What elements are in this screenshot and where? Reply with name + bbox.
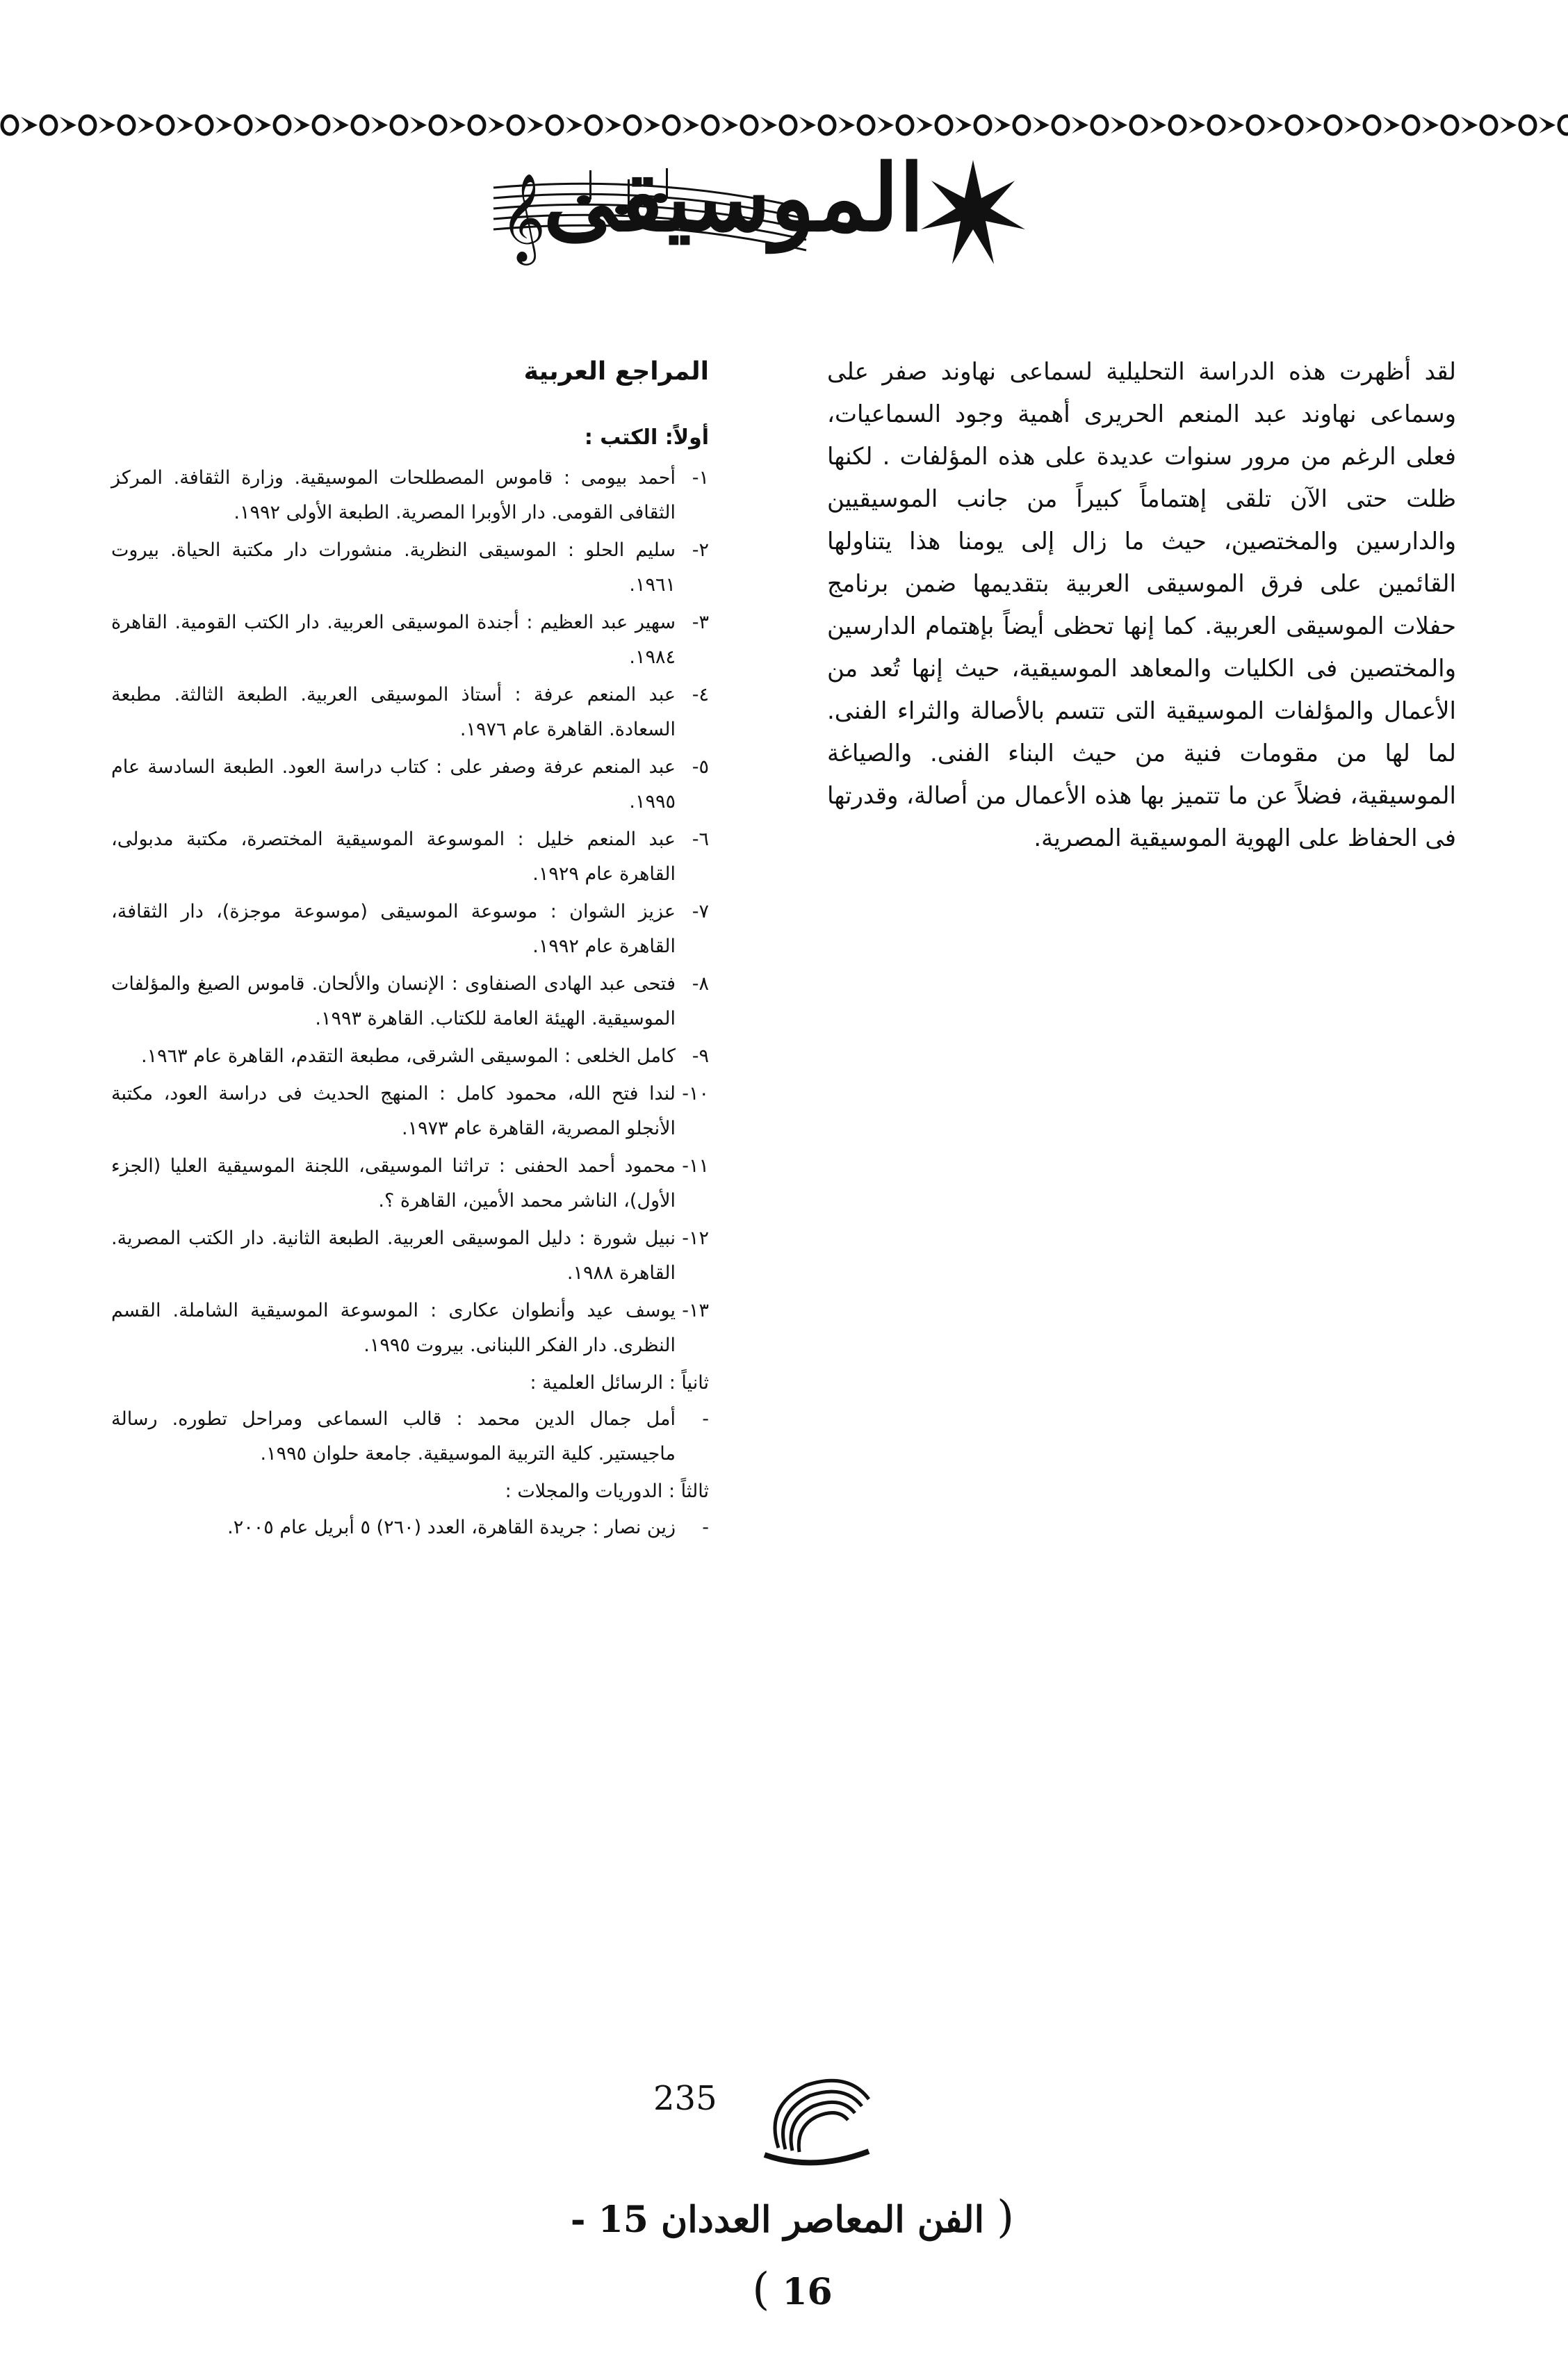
- reference-item: [111, 1402, 709, 1472]
- reference-number: ٦-: [692, 829, 709, 850]
- references-column: [111, 351, 709, 1548]
- reference-text: محمود أحمد الحفنى : تراثنا الموسيقى، اللجنة الموسيقية العليا (الجزء الأول)، الناشر محمد الأمين، القاهرة ؟.: [111, 1155, 676, 1212]
- bracket-right: (: [997, 2192, 1015, 2243]
- reference-number: ٨-: [692, 973, 709, 995]
- bracket-left: ): [752, 2264, 770, 2315]
- reference-item: [111, 1510, 709, 1545]
- section-title-block: [445, 132, 1029, 278]
- reference-text: كامل الخلعى : الموسيقى الشرقى، مطبعة التقدم، القاهرة عام ١٩٦٣.: [141, 1045, 676, 1067]
- reference-item: [111, 1039, 709, 1074]
- reference-item: [111, 895, 709, 964]
- page-number: 235: [653, 2079, 717, 2118]
- reference-item: [111, 1294, 709, 1363]
- reference-text: سهير عبد العظيم : أجندة الموسيقى العربية. دار الكتب القومية. القاهرة ١٩٨٤.: [111, 612, 676, 668]
- theses-list: [111, 1402, 709, 1472]
- reference-number: ١٣-: [682, 1300, 709, 1321]
- svg-text:𝄞: 𝄞: [500, 172, 546, 261]
- reference-number: -: [702, 1408, 709, 1430]
- reference-number: ٢-: [692, 539, 709, 561]
- issue-number: العددان 15 - 16: [570, 2199, 833, 2313]
- books-heading: أولاً: الكتب :: [584, 425, 709, 450]
- section-title: الموسيقى: [543, 145, 924, 252]
- reference-number: ٤-: [692, 684, 709, 706]
- reference-item: [111, 678, 709, 747]
- starburst-icon: [921, 160, 1025, 264]
- reference-text: أمل جمال الدين محمد : قالب السماعى ومراحل تطوره. رسالة ماجيستير. كلية التربية الموسيقية. جامعة حلوان ١٩٩٥.: [111, 1408, 676, 1465]
- reference-text: زين نصار : جريدة القاهرة، العدد (٢٦٠) ٥ أبريل عام ٢٠٠٥.: [227, 1517, 676, 1538]
- reference-number: ٩-: [692, 1045, 709, 1067]
- reference-item: [111, 605, 709, 675]
- reference-item: [111, 461, 709, 530]
- reference-number: ٣-: [692, 612, 709, 633]
- reference-text: عبد المنعم عرفة : أستاذ الموسيقى العربية. الطبعة الثالثة. مطبعة السعادة. القاهرة عام ١٩٧٦.: [111, 684, 676, 740]
- reference-text: لندا فتح الله، محمود كامل : المنهج الحديث فى دراسة العود، مكتبة الأنجلو المصرية، القاهرة عام ١٩٧٣.: [111, 1083, 676, 1139]
- theses-heading: ثانياً : الرسائل العلمية :: [530, 1372, 709, 1394]
- references-title: المراجع العربية: [523, 357, 709, 386]
- issue-line: [556, 2183, 1029, 2315]
- reference-text: فتحى عبد الهادى الصنفاوى : الإنسان والألحان. قاموس الصيغ والمؤلفات الموسيقية. الهيئة العامة للكتاب. القاهرة ١٩٩٣.: [111, 973, 676, 1029]
- reference-number: ١٢-: [682, 1228, 709, 1249]
- reference-item: [111, 822, 709, 892]
- periodicals-list: [111, 1510, 709, 1545]
- reference-number: ١-: [692, 467, 709, 489]
- reference-text: سليم الحلو : الموسيقى النظرية. منشورات دار مكتبة الحياة. بيروت ١٩٦١.: [111, 539, 676, 596]
- reference-item: [111, 533, 709, 603]
- reference-item: [111, 1077, 709, 1146]
- periodicals-heading: ثالثاً : الدوريات والمجلات :: [505, 1481, 709, 1502]
- intro-paragraph: لقد أظهرت هذه الدراسة التحليلية لسماعى نهاوند صفر على وسماعى نهاوند عبد المنعم الحريرى أهمية وجود السماعيات، فعلى الرغم من مرور سنوات عديدة على هذه المؤلفات . لكنها ظلت حتى الآن تلقى إهتماماً كبيراً من جانب الموسيقيين والدارسين والمختصين، حيث ما زال إلى يومنا هذا يتناولها القائمين على فرق الموسيقى العربية بتقديمها ضمن برنامج حفلات الموسيقى العربية. كما إنها تحظى أيضاً بإهتمام الدارسين والمختصين فى الكليات والمعاهد الموسيقية، حيث إنها تُعد من الأعمال والمؤلفات الموسيقية التى تتسم بالأصالة والثراء الفنى. لما لها من مقومات فنية من حيث البناء الفنى. والصياغة الموسيقية، فضلاً عن ما تتميز بها هذه الأعمال من أصالة، وقدرتها فى الحفاظ على الهوية الموسيقية المصرية.: [827, 358, 1456, 852]
- reference-number: -: [702, 1517, 709, 1538]
- reference-number: ٥-: [692, 756, 709, 778]
- reference-text: عبد المنعم عرفة وصفر على : كتاب دراسة العود. الطبعة السادسة عام ١٩٩٥.: [111, 756, 676, 813]
- reference-number: ٧-: [692, 901, 709, 922]
- magazine-logo-icon: [751, 2057, 876, 2169]
- reference-item: [111, 750, 709, 820]
- reference-item: [111, 1149, 709, 1218]
- books-list: [111, 461, 709, 1363]
- reference-item: [111, 1221, 709, 1291]
- reference-number: ١١-: [682, 1155, 709, 1177]
- magazine-name: الفن المعاصر: [783, 2199, 985, 2241]
- reference-text: نبيل شورة : دليل الموسيقى العربية. الطبعة الثانية. دار الكتب المصرية. القاهرة ١٩٨٨.: [111, 1228, 676, 1284]
- reference-text: عبد المنعم خليل : الموسوعة الموسيقية المختصرة، مكتبة مدبولى، القاهرة عام ١٩٢٩.: [111, 829, 676, 885]
- reference-item: [111, 967, 709, 1036]
- reference-number: ١٠-: [682, 1083, 709, 1105]
- reference-text: أحمد بيومى : قاموس المصطلحات الموسيقية. وزارة الثقافة. المركز الثقافى القومى. دار الأوبرا المصرية. الطبعة الأولى ١٩٩٢.: [111, 467, 676, 523]
- reference-text: يوسف عيد وأنطوان عكارى : الموسوعة الموسيقية الشاملة. القسم النظرى. دار الفكر اللبنانى. بيروت ١٩٩٥.: [111, 1300, 676, 1356]
- reference-text: عزيز الشوان : موسوعة الموسيقى (موسوعة موجزة)، دار الثقافة، القاهرة عام ١٩٩٢.: [111, 901, 676, 957]
